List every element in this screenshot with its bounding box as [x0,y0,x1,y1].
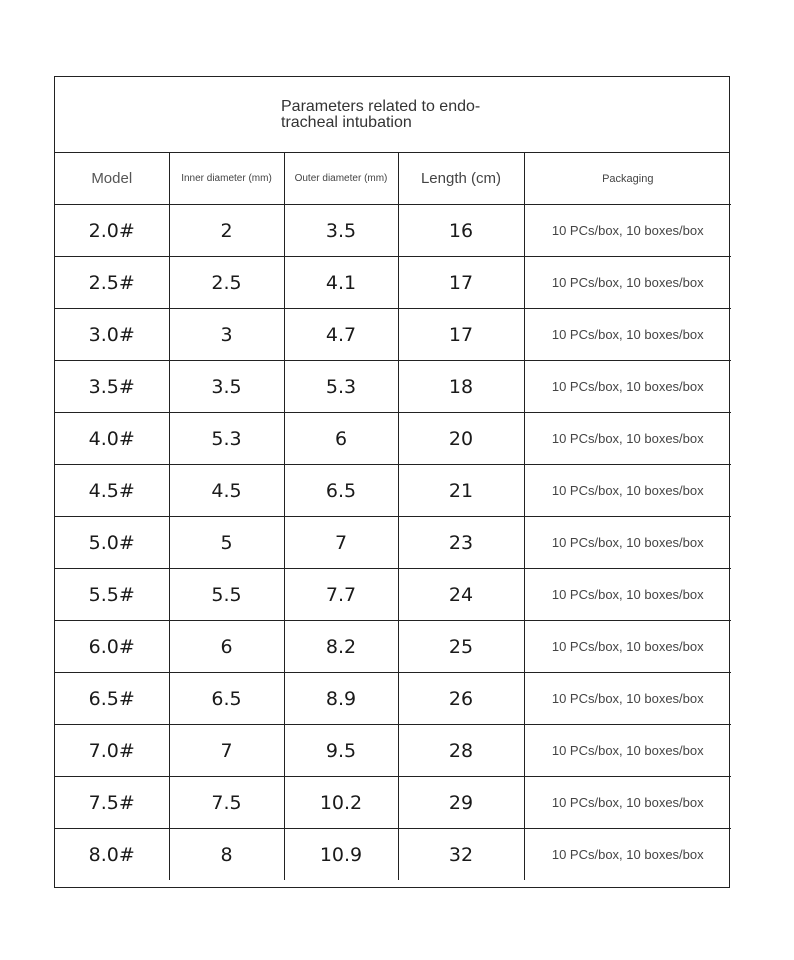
cell-outer-diameter: 6 [284,413,398,465]
cell-model: 7.0# [55,725,169,777]
cell-model: 5.0# [55,517,169,569]
cell-packaging: 10 PCs/box, 10 boxes/box [524,309,731,361]
table-row [55,309,731,361]
cell-model: 2.0# [55,205,169,257]
header-length: Length (cm) [398,153,524,205]
header-row [55,153,731,205]
cell-model: 6.5# [55,673,169,725]
table-row [55,257,731,309]
table-row [55,465,731,517]
cell-inner-diameter: 6.5 [169,673,284,725]
table-row [55,413,731,465]
cell-model: 8.0# [55,829,169,881]
header-inner-diameter: Inner diameter (mm) [169,153,284,205]
cell-length: 21 [398,465,524,517]
cell-outer-diameter: 9.5 [284,725,398,777]
cell-model: 3.0# [55,309,169,361]
cell-inner-diameter: 5.5 [169,569,284,621]
cell-outer-diameter: 10.9 [284,829,398,881]
parameters-grid [55,153,731,880]
cell-packaging: 10 PCs/box, 10 boxes/box [524,517,731,569]
cell-outer-diameter: 5.3 [284,361,398,413]
cell-inner-diameter: 4.5 [169,465,284,517]
cell-packaging: 10 PCs/box, 10 boxes/box [524,465,731,517]
cell-length: 28 [398,725,524,777]
cell-model: 4.0# [55,413,169,465]
cell-length: 20 [398,413,524,465]
cell-length: 32 [398,829,524,881]
cell-length: 18 [398,361,524,413]
cell-packaging: 10 PCs/box, 10 boxes/box [524,673,731,725]
table-title-line-2: tracheal intubation [281,114,412,131]
cell-packaging: 10 PCs/box, 10 boxes/box [524,205,731,257]
cell-length: 26 [398,673,524,725]
cell-length: 16 [398,205,524,257]
cell-outer-diameter: 4.1 [284,257,398,309]
cell-length: 17 [398,257,524,309]
table-title-line-1: Parameters related to endo- [281,98,481,115]
cell-inner-diameter: 2 [169,205,284,257]
header-outer-diameter: Outer diameter (mm) [284,153,398,205]
parameters-table [54,76,730,888]
cell-model: 3.5# [55,361,169,413]
cell-inner-diameter: 3.5 [169,361,284,413]
table-row [55,361,731,413]
cell-model: 5.5# [55,569,169,621]
cell-length: 25 [398,621,524,673]
cell-outer-diameter: 7.7 [284,569,398,621]
cell-inner-diameter: 8 [169,829,284,881]
cell-packaging: 10 PCs/box, 10 boxes/box [524,257,731,309]
cell-inner-diameter: 6 [169,621,284,673]
header-packaging: Packaging [524,153,731,205]
cell-outer-diameter: 8.2 [284,621,398,673]
cell-inner-diameter: 7.5 [169,777,284,829]
table-row [55,569,731,621]
table-row [55,725,731,777]
table-row [55,777,731,829]
cell-outer-diameter: 10.2 [284,777,398,829]
table-row [55,673,731,725]
cell-packaging: 10 PCs/box, 10 boxes/box [524,413,731,465]
cell-outer-diameter: 8.9 [284,673,398,725]
cell-model: 6.0# [55,621,169,673]
table-row [55,829,731,881]
cell-outer-diameter: 6.5 [284,465,398,517]
cell-outer-diameter: 7 [284,517,398,569]
cell-outer-diameter: 4.7 [284,309,398,361]
cell-packaging: 10 PCs/box, 10 boxes/box [524,621,731,673]
table-row [55,621,731,673]
table-row [55,205,731,257]
cell-inner-diameter: 7 [169,725,284,777]
table-row [55,517,731,569]
cell-packaging: 10 PCs/box, 10 boxes/box [524,725,731,777]
cell-inner-diameter: 2.5 [169,257,284,309]
cell-packaging: 10 PCs/box, 10 boxes/box [524,569,731,621]
cell-length: 29 [398,777,524,829]
header-model: Model [55,153,169,205]
cell-model: 2.5# [55,257,169,309]
cell-length: 17 [398,309,524,361]
cell-length: 24 [398,569,524,621]
table-title-cell [55,77,729,153]
cell-packaging: 10 PCs/box, 10 boxes/box [524,361,731,413]
cell-inner-diameter: 5.3 [169,413,284,465]
table-title [281,99,511,131]
cell-inner-diameter: 3 [169,309,284,361]
cell-inner-diameter: 5 [169,517,284,569]
cell-packaging: 10 PCs/box, 10 boxes/box [524,777,731,829]
cell-outer-diameter: 3.5 [284,205,398,257]
cell-model: 4.5# [55,465,169,517]
cell-packaging: 10 PCs/box, 10 boxes/box [524,829,731,881]
cell-length: 23 [398,517,524,569]
cell-model: 7.5# [55,777,169,829]
